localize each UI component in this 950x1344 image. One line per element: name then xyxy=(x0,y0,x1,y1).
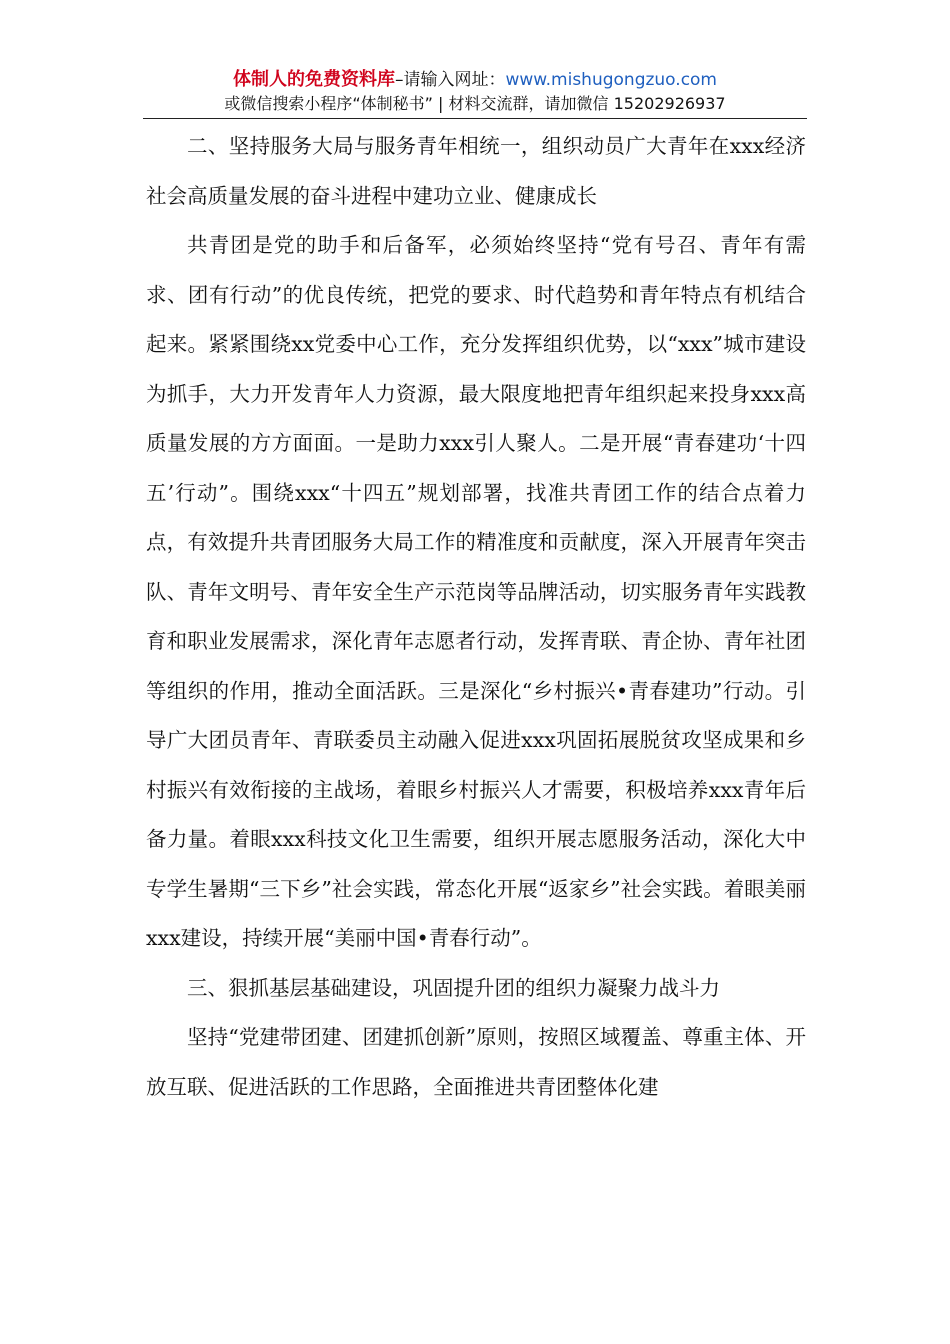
body-paragraph: 共青团是党的助手和后备军，必须始终坚持“党有号召、青年有需求、团有行动”的优良传统，把党的要求、时代趋势和青年特点有机结合起来。紧紧围绕xx党委中心工作，充分发挥组织优势，以“xxx”城市建设为抓手，大力开发青年人力资源，最大限度地把青年组织起来投身xxx高质量发展的方方面面。一是助力xxx引人聚人。二是开展“青春建功‘十四五’行动”。围绕xxx“十四五”规划部署，找准共青团工作的结合点着力点，有效提升共青团服务大局工作的精准度和贡献度，深入开展青年突击队、青年文明号、青年安全生产示范岗等品牌活动，切实服务青年实践教育和职业发展需求，深化青年志愿者行动，发挥青联、青企协、青年社团等组织的作用，推动全面活跃。三是深化“乡村振兴•青春建功”行动。引导广大团员青年、青联委员主动融入促进xxx巩固拓展脱贫攻坚成果和乡村振兴有效衔接的主战场，着眼乡村振兴人才需要，积极培养xxx青年后备力量。着眼xxx科技文化卫生需要，组织开展志愿服务活动，深化大中专学生暑期“三下乡”社会实践，常态化开展“返家乡”社会实践。着眼美丽xxx建设，持续开展“美丽中国•青春行动”。 xyxy=(146,233,806,950)
document-body xyxy=(146,122,806,1112)
header-line-1 xyxy=(0,68,950,92)
page-header xyxy=(0,68,950,116)
brand-title: 体制人的免费资料库 xyxy=(232,69,395,90)
section-heading-2: 二、坚持服务大局与服务青年相统一，组织动员广大青年在xxx经济社会高质量发展的奋斗进程中建功立业、健康成长 xyxy=(146,134,806,208)
body-paragraph: 坚持“党建带团建、团建抓创新”原则，按照区域覆盖、尊重主体、开放互联、促进活跃的工作思路，全面推进共青团整体化建 xyxy=(146,1025,806,1099)
header-divider xyxy=(143,118,807,119)
section-heading-3: 三、狠抓基层基础建设，巩固提升团的组织力凝聚力战斗力 xyxy=(187,975,720,1000)
website-link[interactable]: www.mishugongzuo.com xyxy=(505,70,717,90)
header-line-2: 或微信搜索小程序“体制秘书” | 材料交流群，请加微信 15202926937 xyxy=(224,94,726,113)
url-prompt: –请输入网址： xyxy=(394,70,506,90)
